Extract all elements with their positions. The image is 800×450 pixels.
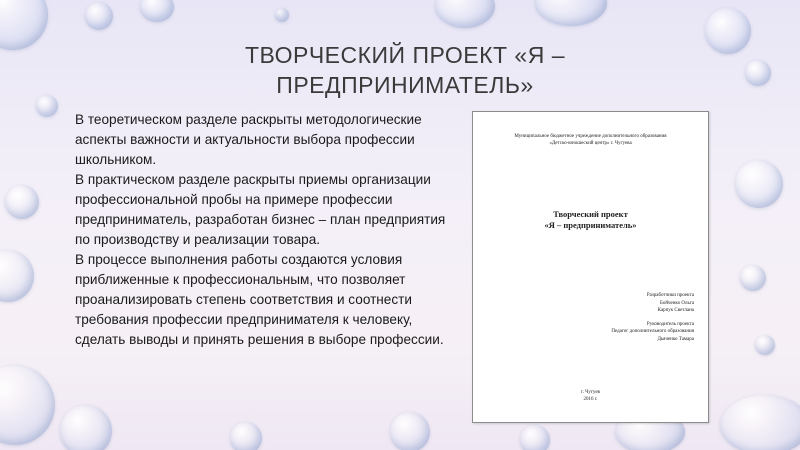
body-text [75, 110, 455, 350]
bubble-decoration [435, 0, 495, 28]
bubble-decoration [0, 250, 34, 302]
paragraph-practice: В практическом разделе раскрыты приемы организации профессиональной пробы на примере профессии предприниматель, разработан бизнес – план предприятия по производству и реализации товара. [75, 172, 446, 247]
doc-header-line: «Детско-юношеский центр» г. Чугуева [549, 141, 632, 146]
slide-title-line: ПРЕДПРИНИМАТЕЛЬ» [276, 72, 534, 98]
paragraph-process: В процессе выполнения работы создаются условия приближенные к профессиональным, что позволяет проанализировать степень соответствия и соотнести требования профессии предпринимателя к человеку, сделать выводы и принять решения в выборе профессии. [75, 252, 444, 347]
bubble-decoration [0, 0, 48, 50]
bubble-decoration [85, 2, 113, 30]
doc-title [483, 209, 698, 231]
bubble-decoration [735, 160, 783, 208]
doc-header-line: Муниципальное бюджетное учреждение дополнительного образования [514, 134, 667, 139]
bubble-decoration [740, 265, 766, 291]
paragraph-theory: В теоретическом разделе раскрыты методологические аспекты важности и актуальности выбора профессии школьником. [75, 112, 422, 167]
doc-supervisor-role: Педагог дополнительного образования [611, 329, 694, 334]
bubble-decoration [5, 185, 39, 219]
bubble-decoration [0, 365, 55, 445]
doc-footer-year: 2016 г. [583, 397, 598, 402]
doc-footer-city: г. Чугуев [581, 390, 600, 395]
bubble-decoration [755, 335, 775, 355]
doc-title-line: Творческий проект [553, 209, 628, 219]
bubble-decoration [60, 405, 112, 450]
slide-title [150, 40, 660, 100]
bubble-decoration [36, 95, 58, 117]
bubble-decoration [275, 8, 289, 22]
doc-supervisor-name: Дьяченко Тамара [657, 336, 694, 342]
slide-title-line: ТВОРЧЕСКИЙ ПРОЕКТ «Я – [244, 42, 565, 68]
doc-authors [564, 292, 694, 343]
bubble-decoration [140, 0, 174, 22]
title-page-image [472, 111, 709, 423]
doc-footer [483, 389, 698, 403]
doc-developer: Бойченко Ольга [659, 300, 694, 306]
doc-title-line: «Я – предприниматель» [544, 220, 637, 230]
bubble-decoration [230, 422, 262, 450]
doc-developers-label: Разработчики проекта [646, 293, 694, 298]
doc-developer: Карпук Светлана [657, 308, 694, 313]
doc-supervisor-label: Руководитель проекта [646, 321, 694, 327]
doc-header [483, 133, 698, 147]
bubble-decoration [745, 60, 771, 86]
bubble-decoration [535, 0, 607, 26]
bubble-decoration [705, 8, 751, 54]
bubble-decoration [390, 412, 430, 450]
bubble-decoration [520, 425, 550, 450]
bubble-decoration [720, 395, 800, 450]
